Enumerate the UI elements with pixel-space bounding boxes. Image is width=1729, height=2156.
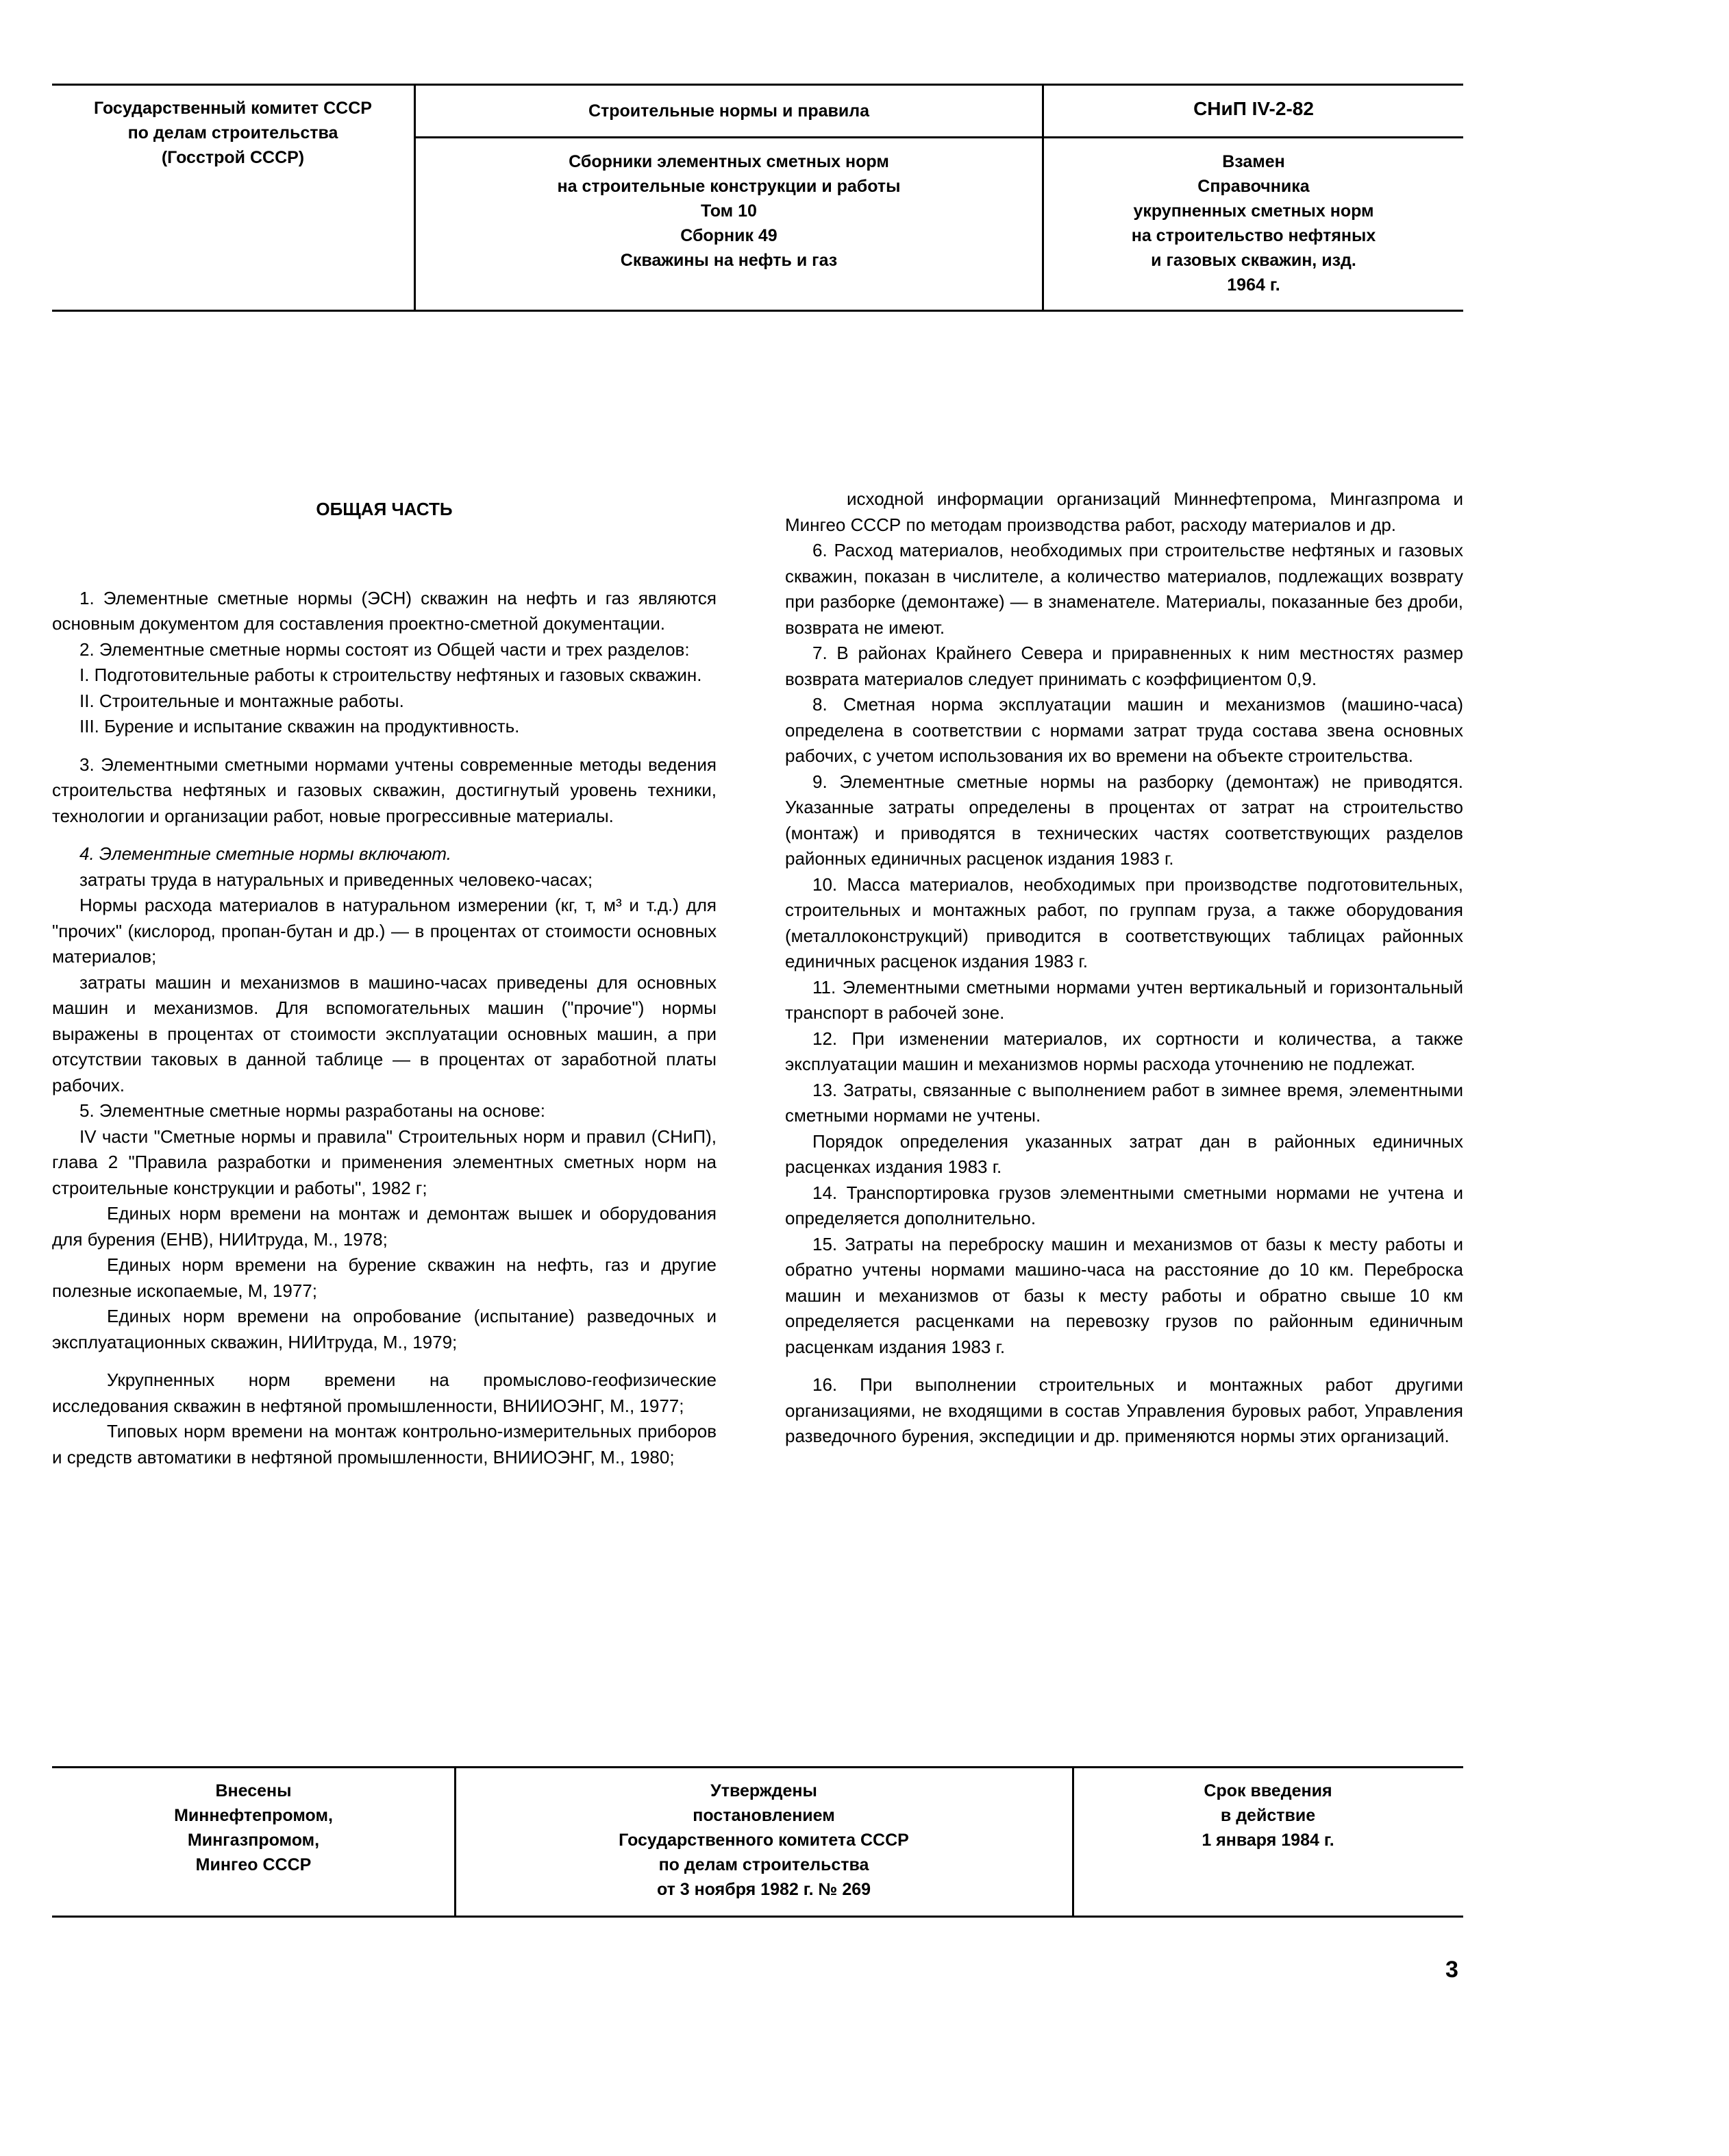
- header-bottom-rule: [52, 310, 1463, 312]
- page-number: 3: [1445, 1957, 1458, 1983]
- paragraph: 4. Элементные сметные нормы включают.: [79, 843, 451, 864]
- paragraph: Порядок определения указанных затрат дан в районных единичных расценках издания 1983 г.: [785, 1130, 1463, 1177]
- footer-divider-1: [454, 1766, 456, 1918]
- paragraph: 12. При изменении материалов, их сортности и количества, а также эксплуатации машин и механизмов нормы расхода уточнению не подлежат.: [785, 1028, 1463, 1074]
- section-title: ОБЩАЯ ЧАСТЬ: [316, 499, 453, 519]
- paragraph: 5. Элементные сметные нормы разработаны на основе:: [79, 1100, 545, 1121]
- paragraph: II. Строительные и монтажные работы.: [79, 690, 404, 711]
- paragraph: 10. Масса материалов, необходимых при производстве подготовительных, строительных и монтажных работ, по группам груза, а также оборудования (металлоконструкций) приводится в соответствующих таблицах районных единичных расценок издания 1983 г.: [785, 873, 1463, 971]
- header-doc-type: Строительные нормы и правила: [588, 101, 870, 121]
- paragraph: 14. Транспортировка грузов элементными сметными нормами не учтена и определяется дополнительно.: [785, 1182, 1463, 1228]
- header-inner-rule: [414, 136, 1463, 138]
- right-column: [785, 486, 1463, 1450]
- paragraph: 2. Элементные сметные нормы состоят из Общей части и трех разделов:: [79, 639, 690, 660]
- paragraph: 13. Затраты, связанные с выполнением работ в зимнее время, элементными сметными нормами не учтены.: [785, 1079, 1463, 1126]
- paragraph: 7. В районах Крайнего Севера и приравненных к ним местностях размер возврата материалов следует принимать с коэффициентом 0,9.: [785, 643, 1463, 689]
- footer-divider-2: [1072, 1766, 1074, 1918]
- paragraph: затраты труда в натуральных и приведенных человеко-часах;: [79, 869, 593, 890]
- paragraph: Нормы расхода материалов в натуральном измерении (кг, т, м³ и т.д.) для "прочих" (кислород, пропан-бутан и др.) — в процентах от стоимости основных материалов;: [52, 895, 717, 967]
- header-org: Государственный комитет СССР по делам строительства (Госстрой СССР): [94, 99, 372, 167]
- paragraph: 3. Элементными сметными нормами учтены современные методы ведения строительства нефтяных и газовых скважин, достигнутый уровень техники, технологии и организации работ, новые прогрессивные материалы.: [52, 754, 717, 826]
- paragraph: затраты машин и механизмов в машино-часах приведены для основных машин и механизмов. Для вспомогательных машин ("прочие") нормы выражены в процентах от стоимости эксплуатации основных машин, а при отсутствии таковых в данной таблице — в процентах от заработной платы рабочих.: [52, 971, 717, 1095]
- paragraph: Единых норм времени на бурение скважин на нефть, газ и другие полезные ископаемые, М, 1977;: [52, 1254, 717, 1301]
- header-top-rule: [52, 84, 1463, 86]
- header-code: СНиП IV-2-82: [1193, 98, 1314, 119]
- paragraph: Единых норм времени на монтаж и демонтаж вышек и оборудования для бурения (ЕНВ), НИИтруда, М., 1978;: [52, 1203, 717, 1250]
- paragraph: 6. Расход материалов, необходимых при строительстве нефтяных и газовых скважин, показан в числителе, а количество материалов, подлежащих возврату при разборке (демонтаже) — в знаменателе. Материалы, показанные без дроби, возврата не имеют.: [785, 540, 1463, 638]
- footer-effective: Срок введения в действие 1 января 1984 г.: [1202, 1781, 1334, 1850]
- footer-introduced: Внесены Миннефтепромом, Мингазпромом, Мингео СССР: [174, 1781, 333, 1874]
- paragraph: Типовых норм времени на монтаж контрольно-измерительных приборов и средств автоматики в нефтяной промышленности, ВНИИОЭНГ, М., 1980;: [52, 1421, 717, 1467]
- paragraph: IV части "Сметные нормы и правила" Строительных норм и правил (СНиП), глава 2 "Правила разработки и применения элементных сметных норм на строительные конструкции и работы", 1982 г;: [52, 1126, 717, 1198]
- paragraph: исходной информации организаций Миннефтепрома, Мингазпрома и Мингео СССР по методам производства работ, расходу материалов и др.: [785, 488, 1463, 535]
- header-replaces: Взамен Справочника укрупненных сметных норм на строительство нефтяных и газовых скважин, изд. 1964 г.: [1131, 152, 1376, 295]
- header-title: Сборники элементных сметных норм на строительные конструкции и работы Том 10 Сборник 49 Скважины на нефть и газ: [557, 152, 901, 270]
- paragraph: 8. Сметная норма эксплуатации машин и механизмов (машино-часа) определена в соответствии с нормами затрат труда состава звена основных рабочих, с учетом использования их во времени на объекте строительства.: [785, 694, 1463, 766]
- paragraph: 16. При выполнении строительных и монтажных работ другими организациями, не входящими в состав Управления буровых работ, Управления разведочного бурения, экспедиции и др. применяются нормы этих организаций.: [785, 1374, 1463, 1446]
- footer-top-rule: [52, 1766, 1463, 1768]
- paragraph: 11. Элементными сметными нормами учтен вертикальный и горизонтальный транспорт в рабочей зоне.: [785, 976, 1463, 1023]
- paragraph: III. Бурение и испытание скважин на продуктивность.: [79, 716, 520, 736]
- paragraph: 1. Элементные сметные нормы (ЭСН) скважин на нефть и газ являются основным документом для составления проектно-сметной документации.: [52, 587, 717, 634]
- paragraph: 15. Затраты на переброску машин и механизмов от базы к месту работы и обратно учтены нормами машино-часа на расстояние до 10 км. Переброска машин и механизмов от базы к месту работы и обратно свыше 10 км определяется расценками на перевозку грузов по районным единичным расценкам издания 1983 г.: [785, 1233, 1463, 1357]
- paragraph: Единых норм времени на опробование (испытание) разведочных и эксплуатационных скважин, НИИтруда, М., 1979;: [52, 1306, 717, 1352]
- paragraph: 9. Элементные сметные нормы на разборку (демонтаж) не приводятся. Указанные затраты определены в процентах от затрат на строительство (монтаж) и приводятся в технических частях соответствующих разделов районных единичных расценок издания 1983 г.: [785, 771, 1463, 869]
- footer-bottom-rule: [52, 1916, 1463, 1918]
- paragraph: Укрупненных норм времени на промыслово-геофизические исследования скважин в нефтяной промышленности, ВНИИОЭНГ, М., 1977;: [52, 1370, 717, 1416]
- header-divider-1: [414, 84, 416, 312]
- footer-approved: Утверждены постановлением Государственного комитета СССР по делам строительства от 3 ноября 1982 г. № 269: [619, 1781, 909, 1899]
- paragraph: I. Подготовительные работы к строительству нефтяных и газовых скважин.: [79, 665, 702, 685]
- left-column: [52, 483, 717, 1470]
- header-divider-2: [1042, 84, 1044, 312]
